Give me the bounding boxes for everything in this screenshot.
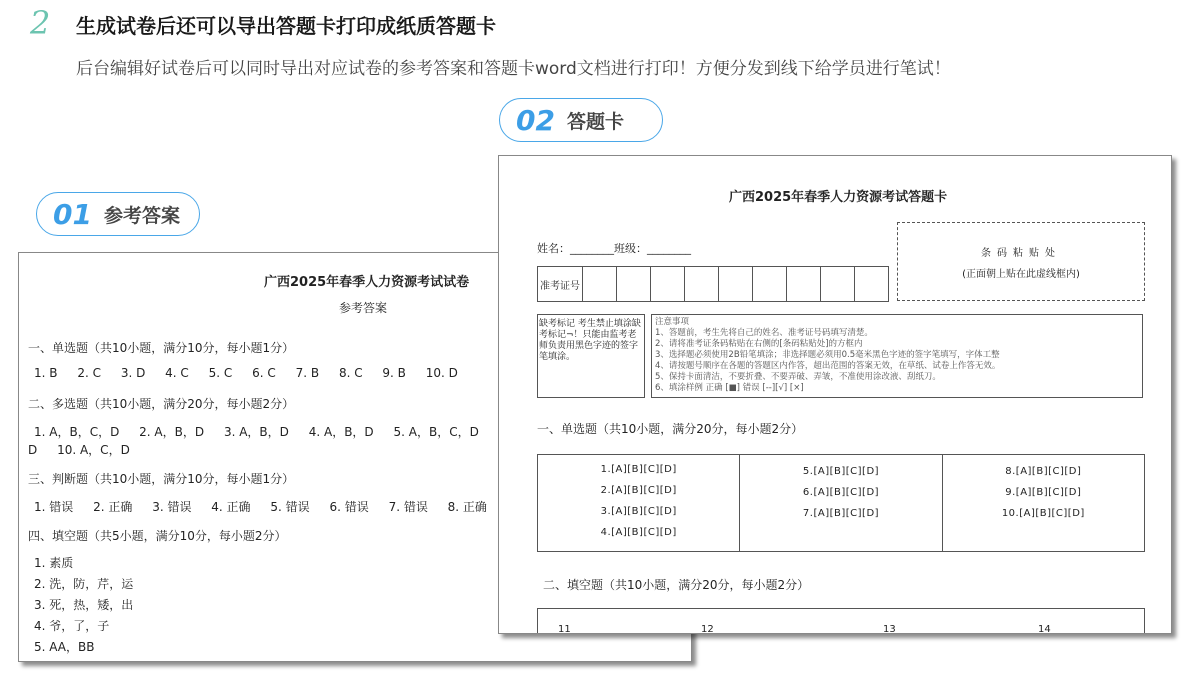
answer: 3. 死，热，矮，出 xyxy=(34,598,134,612)
choice-item: 1.[A][B][C][D] xyxy=(600,464,677,475)
step-number: 2 xyxy=(30,4,51,42)
answer: 7. 错误 xyxy=(388,500,428,514)
barcode-hint: (正面朝上贴在此虚线框内) xyxy=(962,268,1080,280)
pill-answer-card xyxy=(499,98,663,142)
exam-id-cell xyxy=(821,267,855,301)
choice-item: 6.[A][B][C][D] xyxy=(802,487,880,498)
choice-item: 2.[A][B][C][D] xyxy=(600,485,677,496)
choice-item: 10.[A][B][C][D] xyxy=(1001,508,1085,519)
answer: 2. C xyxy=(77,366,101,380)
answer: 4. C xyxy=(165,366,189,380)
exam-id-cell xyxy=(617,267,651,301)
note-line: 3、选择题必须使用2B铅笔填涂；非选择题必须用0.5毫米黑色字迹的签字笔填写，字体工整 xyxy=(655,350,1000,360)
absent-mark-box: 缺考标记 考生禁止填涂缺考标记¬！只能由监考老师负责用黑色字迹的签字笔填涂。 xyxy=(537,314,645,398)
answer: 8. 正确 xyxy=(447,500,487,514)
choice-item: 9.[A][B][C][D] xyxy=(1005,487,1082,498)
barcode-area xyxy=(897,222,1145,301)
choice-item: 3.[A][B][C][D] xyxy=(600,506,677,517)
exam-id-box xyxy=(537,266,889,302)
choice-item: 8.[A][B][C][D] xyxy=(1005,466,1082,477)
fill-grid xyxy=(537,608,1145,634)
answer: 10. A，C，D xyxy=(57,443,130,457)
card-section-heading: 二、填空题（共10小题，满分20分，每小题2分） xyxy=(543,578,810,592)
answer: 5. C xyxy=(208,366,233,380)
card-section-heading: 一、单选题（共10小题，满分20分，每小题2分） xyxy=(537,422,804,436)
section-heading: 三、判断题（共10小题，满分10分，每小题1分） xyxy=(28,472,295,486)
answer: 2. 洗，防，芹，运 xyxy=(34,577,134,591)
choice-column xyxy=(740,455,942,551)
pill-label: 答题卡 xyxy=(566,110,624,133)
answer: 3. D xyxy=(120,366,146,380)
answer: D xyxy=(28,443,38,457)
answer: 4. 爷，了，子 xyxy=(34,619,110,633)
exam-id-cell xyxy=(685,267,719,301)
exam-id-cell xyxy=(855,267,888,301)
answer: 7. B xyxy=(295,366,320,380)
headline: 生成试卷后还可以导出答题卡打印成纸质答题卡 xyxy=(76,14,496,38)
answer: 6. 错误 xyxy=(329,500,369,514)
section-heading: 一、单选题（共10小题，满分10分，每小题1分） xyxy=(28,341,295,355)
answer-paper-subtitle: 参考答案 xyxy=(339,301,388,315)
fill-number: 11 xyxy=(558,624,571,634)
exam-id-cell xyxy=(719,267,753,301)
pill-reference-answer xyxy=(36,192,200,236)
note-line: 6、填涂样例 正确 [■] 错误 [--][√] [×] xyxy=(655,383,804,393)
note-line: 2、请将准考证条码粘贴在右侧的[条码粘贴处]的方框内 xyxy=(655,339,863,349)
answer: 3. A，B，D xyxy=(223,425,289,439)
choice-item: 7.[A][B][C][D] xyxy=(802,508,880,519)
answer-card-title: 广西2025年春季人力资源考试答题卡 xyxy=(729,190,948,205)
pill-number: 01 xyxy=(53,197,92,231)
name-class-line: 姓名：________班级：________ xyxy=(537,242,691,255)
answer-card-paper xyxy=(498,155,1172,634)
choice-column xyxy=(538,455,740,551)
answer-row xyxy=(34,366,474,380)
fill-number: 12 xyxy=(701,624,714,634)
pill-number: 02 xyxy=(516,103,555,137)
answer: 8. C xyxy=(338,366,363,380)
barcode-label: 条码粘贴处 xyxy=(981,247,1061,259)
answer-row xyxy=(34,423,570,440)
answer: 1. 素质 xyxy=(34,556,74,570)
answer: 3. 错误 xyxy=(152,500,192,514)
answer: 9. B xyxy=(382,366,406,380)
choice-item: 4.[A][B][C][D] xyxy=(600,527,677,538)
answer: 4. 正确 xyxy=(211,500,251,514)
fill-number: 13 xyxy=(883,624,896,634)
answer: 10. D xyxy=(425,366,458,380)
exam-id-label: 准考证号 xyxy=(538,267,583,301)
answer: 1. A，B，C，D xyxy=(34,425,120,439)
answer-row xyxy=(34,498,562,515)
choice-column xyxy=(943,455,1144,551)
answer: 1. B xyxy=(34,366,58,380)
answer: 4. A，B，D xyxy=(308,425,374,439)
note-line: 注意事项 xyxy=(655,317,690,327)
exam-id-cell xyxy=(651,267,685,301)
answer: 6. C xyxy=(252,366,276,380)
notes-box xyxy=(651,314,1143,398)
answer-paper-title: 广西2025年春季人力资源考试试卷 xyxy=(264,275,470,290)
answer: 2. A，B，D xyxy=(139,425,205,439)
answer: 1. 错误 xyxy=(34,500,74,514)
exam-id-cell xyxy=(787,267,821,301)
section-heading: 四、填空题（共5小题，满分10分，每小题2分） xyxy=(28,529,287,543)
subline: 后台编辑好试卷后可以同时导出对应试卷的参考答案和答题卡word文档进行打印！方便分发到线下给学员进行笔试！ xyxy=(76,59,951,79)
answer: 5. AA，BB xyxy=(34,640,95,654)
fill-number: 14 xyxy=(1038,624,1051,634)
answer: 5. A，B，C，D xyxy=(393,425,479,439)
choice-grid xyxy=(537,454,1145,552)
note-line: 5、保持卡面清洁，不要折叠、不要弄破、弄皱，不准使用涂改液、刮纸刀。 xyxy=(655,372,941,382)
pill-label: 参考答案 xyxy=(103,204,180,227)
section-heading: 二、多选题（共10小题，满分20分，每小题2分） xyxy=(28,397,295,411)
exam-id-cell xyxy=(583,267,617,301)
exam-id-cell xyxy=(753,267,787,301)
answer: 5. 错误 xyxy=(270,500,310,514)
choice-item: 5.[A][B][C][D] xyxy=(802,466,880,477)
answer: 2. 正确 xyxy=(93,500,133,514)
note-line: 1、答题前，考生先将自己的姓名、准考证号码填写清楚。 xyxy=(655,328,873,338)
answer-row xyxy=(28,441,146,458)
note-line: 4、请按题号顺序在各题的答题区内作答，超出范围的答案无效，在草纸、试卷上作答无效。 xyxy=(655,361,1001,371)
